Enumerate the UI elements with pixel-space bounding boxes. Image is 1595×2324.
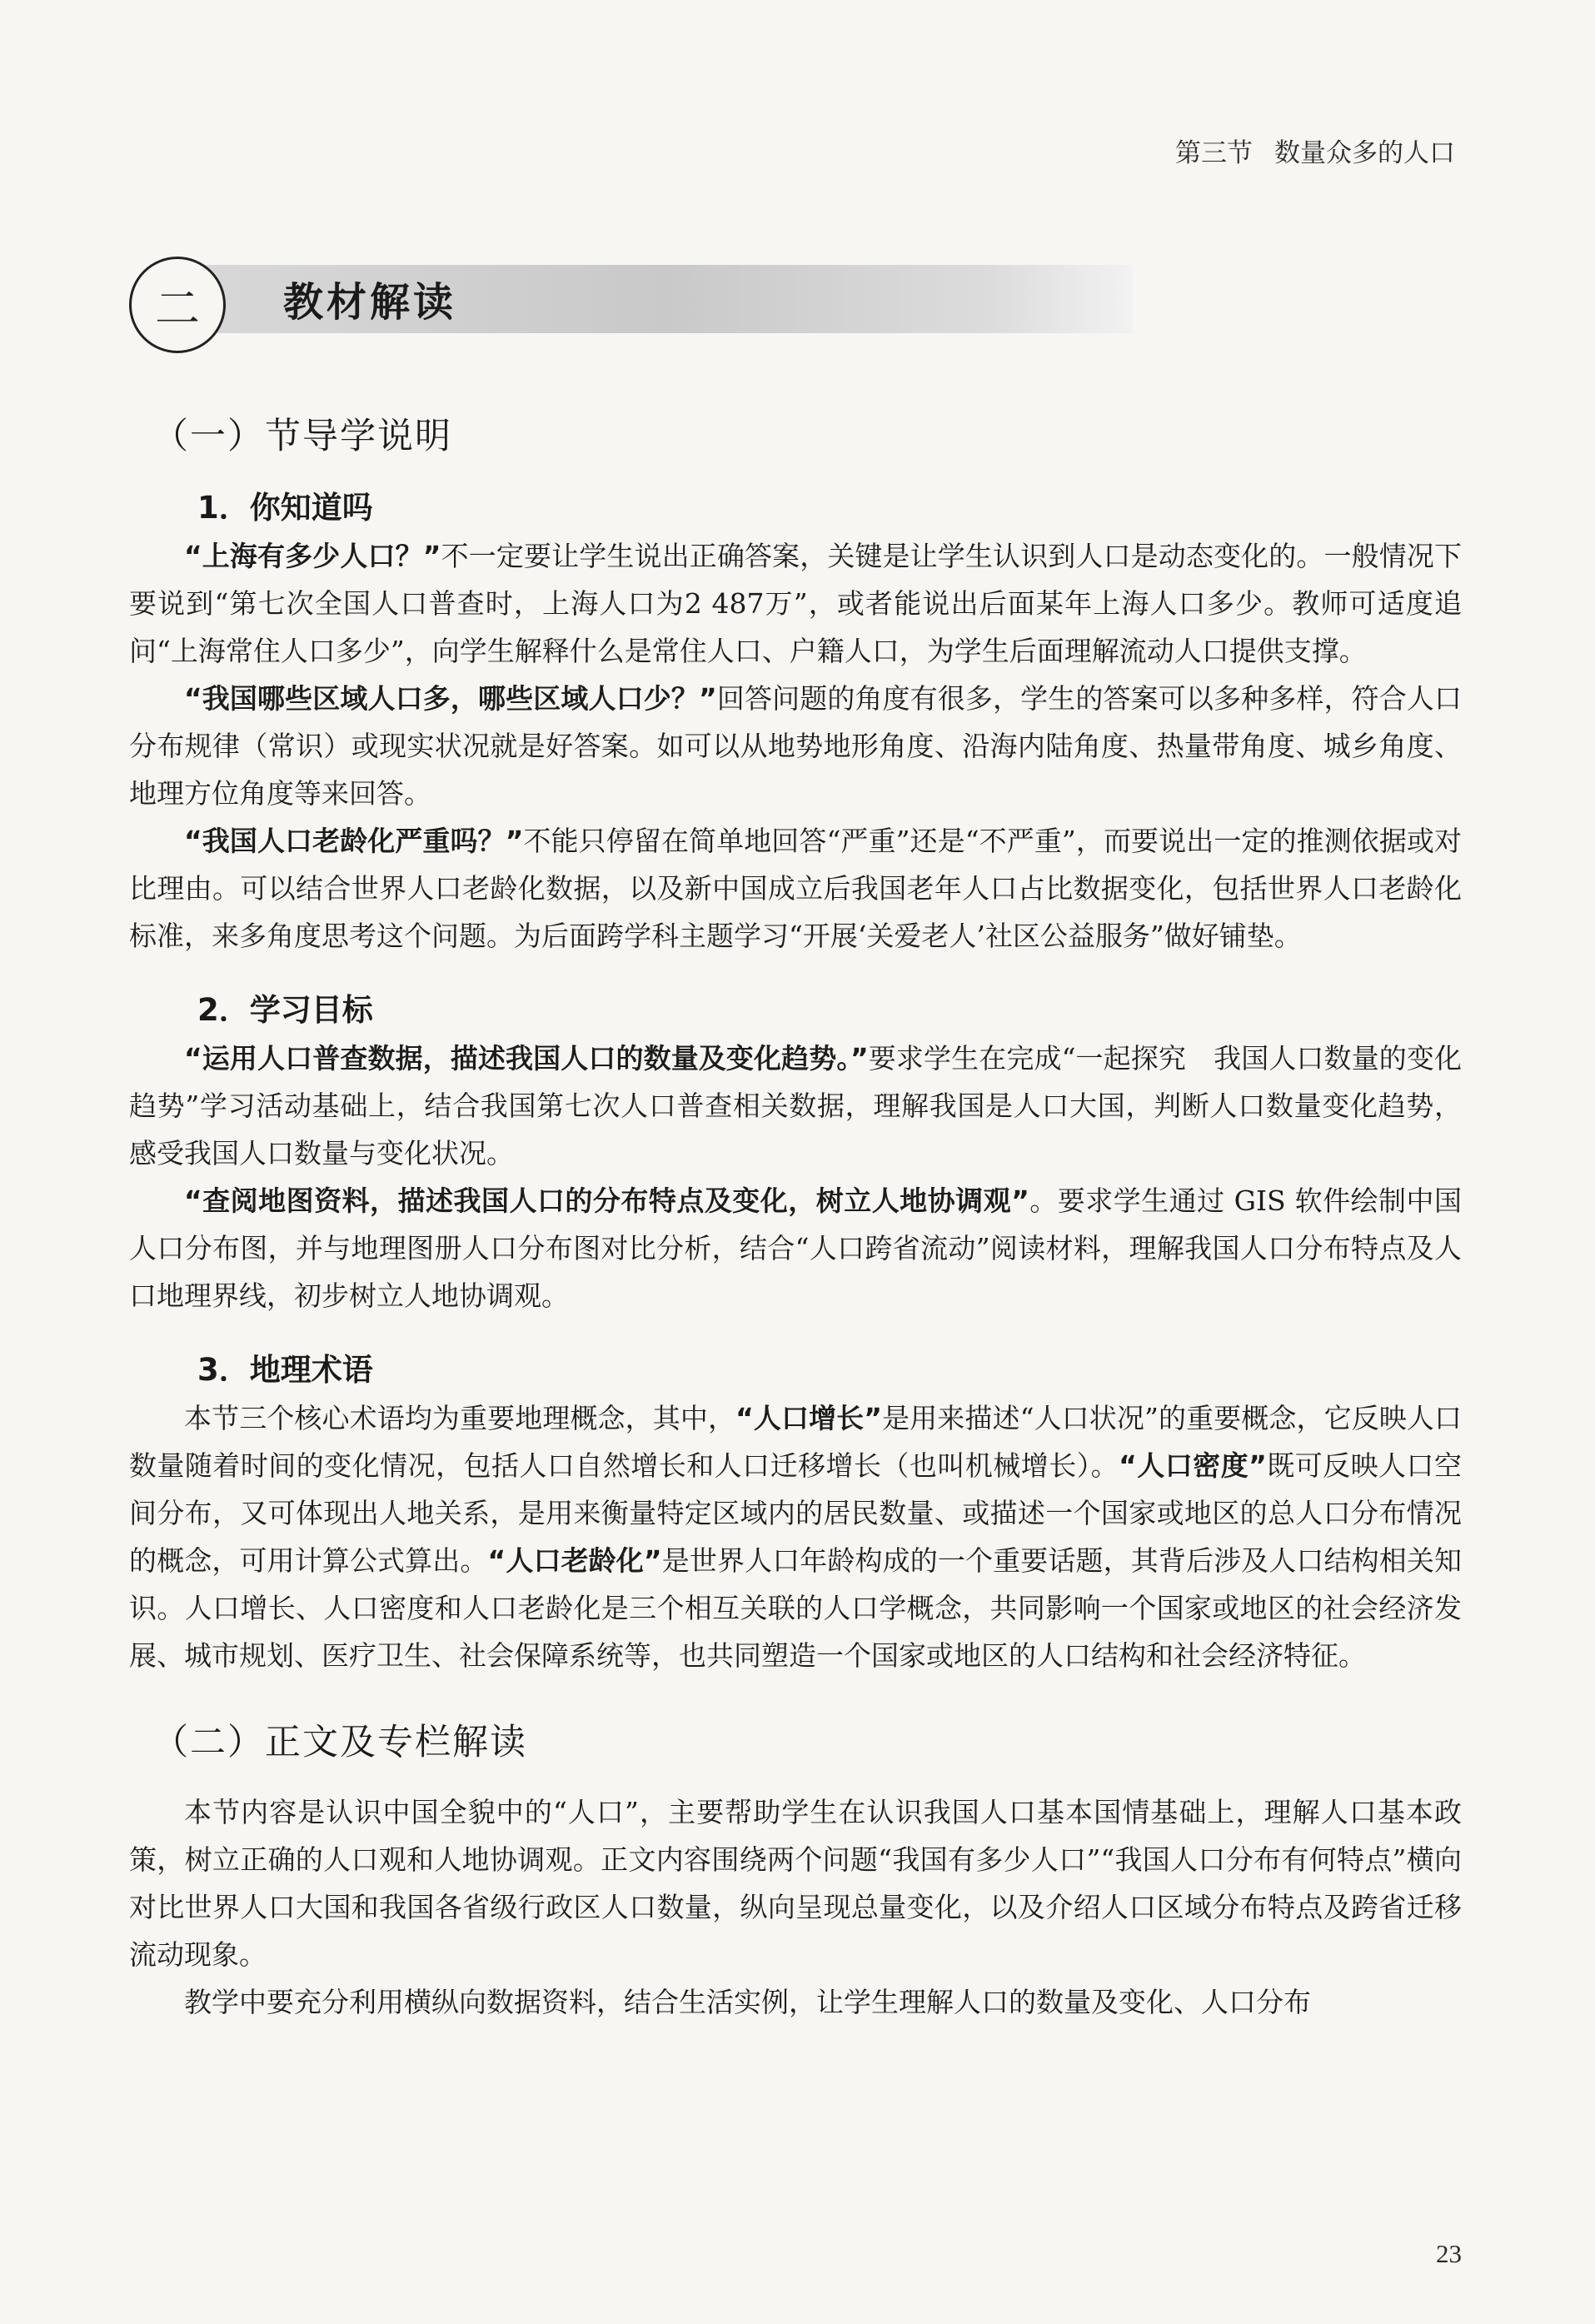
bold-term: “人口老龄化” bbox=[487, 1544, 662, 1577]
bold-question: “上海有多少人口？” bbox=[184, 540, 441, 572]
banner-number-circle bbox=[129, 257, 226, 353]
page-content bbox=[129, 408, 1462, 2026]
paragraph-text: 不能只停留在简单地回答“严重”还是“不严重”，而要说出一定的推测依据或对比理由。可以结合世界人口老龄化数据，以及新中国成立后我国老年人口占比数据变化，包括世界人口老龄化标准，来多角度思考这个问题。为后面跨学科主题学习“开展‘关爱老人’社区公益服务”做好铺垫。 bbox=[129, 825, 1462, 952]
paragraph bbox=[129, 675, 1462, 817]
paragraph-text: 要求学生在完成“一起探究 我国人口数量的变化趋势”学习活动基础上，结合我国第七次人口普查相关数据，理解我国是人口大国，判断人口数量变化趋势，感受我国人口数量与变化状况。 bbox=[129, 1042, 1462, 1169]
paragraph-text: 是世界人口年龄构成的一个重要话题，其背后涉及人口结构相关知识。人口增长、人口密度和人口老龄化是三个相互关联的人口学概念，共同影响一个国家或地区的社会经济发展、城市规划、医疗卫生、社会保障系统等，也共同塑造一个国家或地区的人口结构和社会经济特征。 bbox=[129, 1544, 1462, 1672]
paragraph bbox=[129, 1035, 1462, 1177]
section-1-title: （一）节导学说明 bbox=[152, 416, 452, 457]
paragraph bbox=[129, 1177, 1462, 1319]
chapter-banner bbox=[129, 257, 1004, 350]
banner-number: 二 bbox=[155, 282, 200, 335]
paragraph-text: 是用来描述“人口状况”的重要概念，它反映人口数量随着时间的变化情况，包括人口自然增长和人口迁移增长（也叫机械增长）。 bbox=[129, 1402, 1463, 1482]
paragraph-text: 本节三个核心术语均为重要地理概念，其中， bbox=[184, 1402, 736, 1434]
bold-question: “我国人口老龄化严重吗？” bbox=[184, 825, 524, 857]
bold-objective: “运用人口普查数据，描述我国人口的数量及变化趋势。” bbox=[184, 1042, 869, 1075]
bold-question: “我国哪些区域人口多，哪些区域人口少？” bbox=[184, 682, 717, 715]
paragraph bbox=[129, 532, 1462, 675]
paragraph: 本节内容是认识中国全貌中的“人口”，主要帮助学生在认识我国人口基本国情基础上，理解人口基本政策，树立正确的人口观和人地协调观。正文内容围绕两个问题“我国有多少人口”“我国人口分布有何特点”横向对比世界人口大国和我国各省级行政区人口数量，纵向呈现总量变化，以及介绍人口区域分布特点及跨省迁移流动现象。 bbox=[129, 1796, 1462, 1971]
paragraph bbox=[129, 817, 1462, 960]
paragraph: 教学中要充分利用横纵向数据资料，结合生活实例，让学生理解人口的数量及变化、人口分布 bbox=[184, 1986, 1311, 2018]
header-title: 数量众多的人口 bbox=[1274, 138, 1455, 168]
running-header bbox=[1175, 132, 1455, 169]
bold-term: “人口增长” bbox=[735, 1402, 882, 1434]
subheading-2: 2．学习目标 bbox=[197, 992, 373, 1028]
section-2-title: （二）正文及专栏解读 bbox=[152, 1722, 527, 1763]
subheading-1: 1．你知道吗 bbox=[197, 490, 373, 526]
bold-term: “人口密度” bbox=[1119, 1449, 1267, 1482]
paragraph bbox=[129, 1394, 1462, 1679]
paragraph-text: 既可反映人口空间分布，又可体现出人地关系，是用来衡量特定区域内的居民数量、或描述一个国家或地区的总人口分布情况的概念，可用计算公式算出。 bbox=[129, 1449, 1463, 1577]
paragraph-text: 。要求学生通过 GIS 软件绘制中国人口分布图，并与地理图册人口分布图对比分析，结合“人口跨省流动”阅读材料，理解我国人口分布特点及人口地理界线，初步树立人地协调观。 bbox=[129, 1184, 1462, 1312]
header-section: 第三节 bbox=[1175, 138, 1253, 168]
paragraph-text: 回答问题的角度有很多，学生的答案可以多种多样，符合人口分布规律（常识）或现实状况就是好答案。如可以从地势地形角度、沿海内陆角度、热量带角度、城乡角度、地理方位角度等来回答。 bbox=[129, 682, 1462, 810]
page-number: 23 bbox=[1436, 2239, 1462, 2268]
paragraph-text: 不一定要让学生说出正确答案，关键是让学生认识到人口是动态变化的。一般情况下要说到“第七次全国人口普查时，上海人口为2 487万”，或者能说出后面某年上海人口多少。教师可适度追问“上海常住人口多少”，向学生解释什么是常住人口、户籍人口，为学生后面理解流动人口提供支撑。 bbox=[129, 540, 1462, 667]
bold-objective: “查阅地图资料，描述我国人口的分布特点及变化，树立人地协调观” bbox=[184, 1184, 1029, 1217]
subheading-3: 3．地理术语 bbox=[197, 1352, 373, 1388]
banner-title: 教材解读 bbox=[283, 279, 457, 326]
